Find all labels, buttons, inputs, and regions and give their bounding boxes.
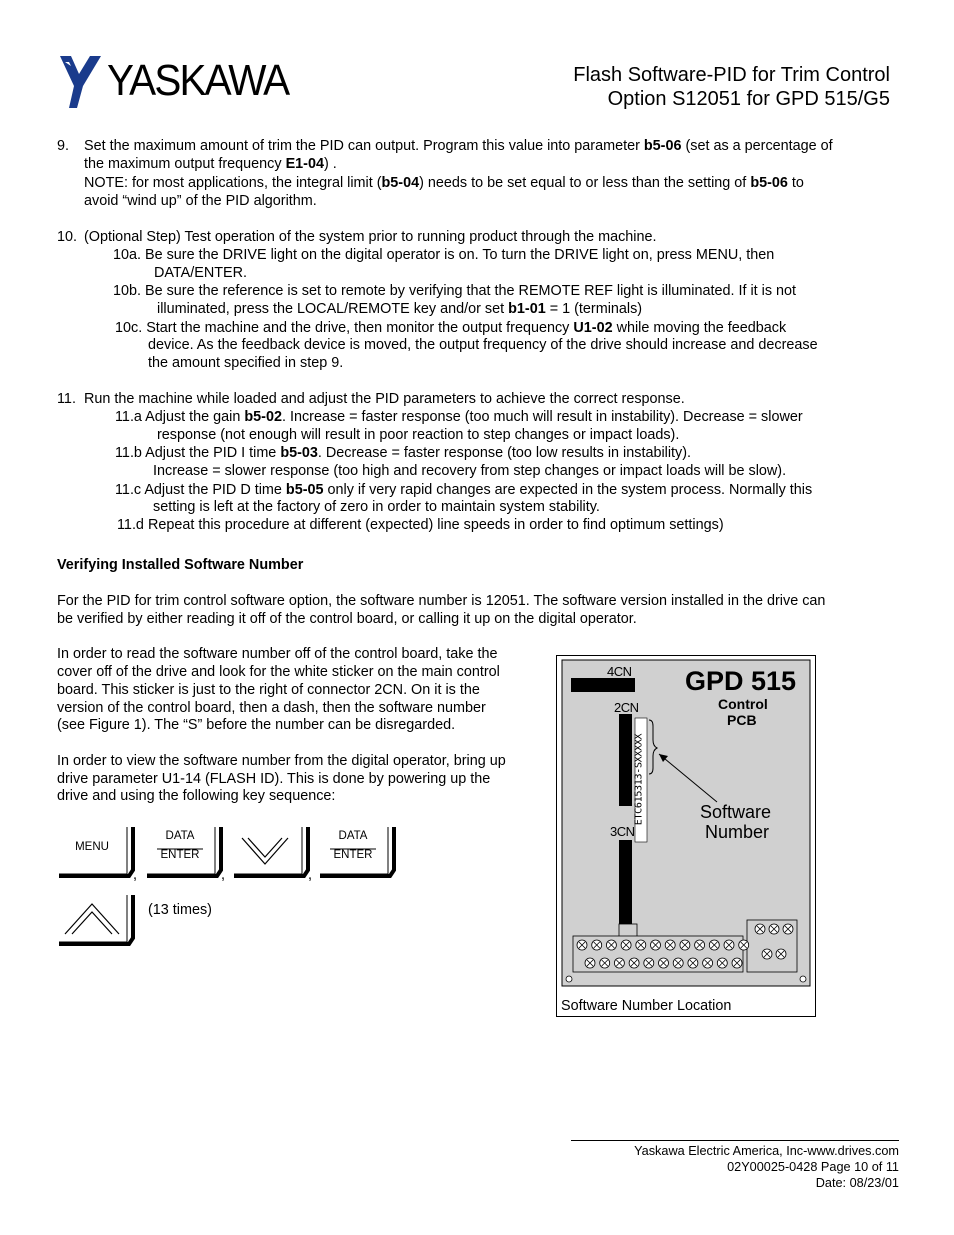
board-label-control: Control (718, 696, 768, 712)
section-para1-line2: be verified by either reading it off of the control board, or calling it up on the digital operator. (57, 611, 637, 627)
step10a-line2: DATA/ENTER. (154, 265, 248, 281)
step10c-line3: the amount specified in step 9. (148, 355, 344, 371)
section-para3-line: drive parameter U1-14 (FLASH ID). This is done by powering up the (57, 771, 491, 787)
step11d-line1: 11.d Repeat this procedure at different (expected) line speeds in order to find optimum settings) (117, 517, 724, 533)
enter-key-label: ENTER (333, 849, 373, 861)
key-separator-comma: , (221, 867, 225, 883)
footer-rule (571, 1140, 899, 1141)
section-para1-line1: For the PID for trim control software option, the software number is 12051. The software version installed in the drive can (57, 593, 826, 609)
section-para3-line: In order to view the software number from the digital operator, bring up (57, 753, 506, 769)
figure-caption: Software Number Location (561, 998, 732, 1014)
step11-line1: Run the machine while loaded and adjust the PID parameters to achieve the correct response. (84, 391, 685, 407)
data-key-label: DATA (165, 830, 195, 842)
figure-software-number-location (556, 655, 816, 1017)
section-para2-line: board. This sticker is just to the right of connector 2CN. On it is the (57, 682, 480, 698)
step11b-line2: Increase = slower response (too high and recovery from step changes or impact loads will be slow). (153, 463, 787, 479)
step11b-line1: 11.b Adjust the PID I time b5-03. Decrease = faster response (too low results in instability). (115, 445, 692, 461)
board-label-pcb: PCB (727, 712, 757, 728)
step10b-line2: illuminated, press the LOCAL/REMOTE key and/or set b1-01 = 1 (terminals) (157, 301, 643, 317)
footer-date: Date: 08/23/01 (815, 1176, 899, 1190)
yaskawa-logo-mark (57, 52, 112, 112)
sticker-text: ETC615313-SXXXXX (633, 733, 645, 826)
step11a-line1: 11.a Adjust the gain b5-02. Increase = faster response (too much will result in instability). Decrease = slower (115, 409, 803, 425)
step10-line1: (Optional Step) Test operation of the system prior to running product through the machine. (84, 229, 657, 245)
key-separator-comma: , (308, 867, 312, 883)
step9-number: 9. (57, 138, 70, 154)
data-enter-key (318, 824, 396, 880)
footer-company: Yaskawa Electric America, Inc-www.drives.com (634, 1144, 899, 1158)
connector-2cn-label: 2CN (614, 700, 639, 715)
step9-note-line2: avoid “wind up” of the PID algorithm. (84, 193, 317, 209)
section-para2-line: (see Figure 1). The “S” before the number can be disregarded. (57, 717, 456, 733)
control-pcb-diagram (557, 656, 815, 990)
header-title-line2: Option S12051 for GPD 515/G5 (607, 88, 890, 110)
section-para2-line: In order to read the software number off of the control board, take the (57, 646, 498, 662)
step11-number: 11. (57, 391, 76, 407)
yaskawa-logo (57, 52, 307, 114)
down-arrow-key (232, 824, 310, 880)
callout-number-label: Number (705, 822, 770, 842)
step11c-line1: 11.c Adjust the PID D time b5-05 only if very rapid changes are expected in the system process. Normally this (115, 482, 813, 498)
data-key-label: DATA (338, 830, 368, 842)
menu-key (57, 824, 135, 880)
callout-software-label: Software (700, 802, 772, 822)
menu-key-label: MENU (75, 841, 109, 853)
key-separator-comma: , (133, 867, 137, 883)
board-model-title: GPD 515 (685, 666, 797, 696)
chevron-down-icon (242, 838, 288, 864)
header-title-line1: Flash Software-PID for Trim Control (573, 64, 890, 86)
step9-line1: Set the maximum amount of trim the PID can output. Program this value into parameter b5-06 (set as a percentage of (84, 138, 833, 154)
logo-text: YASKAWA (107, 56, 289, 105)
step11a-line2: response (not enough will result in poor reaction to step changes or impact loads). (157, 427, 680, 443)
chevron-up-icon (65, 904, 119, 934)
step10c-line2: device. As the feedback device is moved, the output frequency of the drive should increase and decrease (148, 337, 818, 353)
section-para2-line: cover off of the drive and look for the white sticker on the main control (57, 664, 500, 680)
section-heading: Verifying Installed Software Number (57, 557, 304, 573)
step10-number: 10. (57, 229, 78, 245)
data-enter-key (145, 824, 223, 880)
footer-doc-page: 02Y00025-0428 Page 10 of 11 (727, 1160, 899, 1174)
enter-key-label: ENTER (160, 849, 200, 861)
connector-4cn-label: 4CN (607, 664, 632, 679)
step9-note: NOTE: for most applications, the integral limit (b5-04) needs to be set equal to or less than the setting of b5-06 to (84, 175, 804, 191)
step11c-line2: setting is left at the factory of zero in order to maintain system stability. (153, 499, 600, 515)
section-para3-line: drive and using the following key sequence: (57, 788, 336, 804)
step9-line2: the maximum output frequency E1-04) . (84, 156, 337, 172)
step10a-line1: 10a. Be sure the DRIVE light on the digital operator is on. To turn the DRIVE light on, press MENU, then (113, 247, 775, 263)
repeat-count-label: (13 times) (148, 902, 212, 918)
step10c-line1: 10c. Start the machine and the drive, then monitor the output frequency U1-02 while moving the feedback (115, 320, 787, 336)
section-para2-line: version of the control board, then a dash, then the software number (57, 700, 486, 716)
step10b-line1: 10b. Be sure the reference is set to remote by verifying that the REMOTE REF light is illuminated. If it is not (113, 283, 797, 299)
up-arrow-key (57, 892, 135, 948)
connector-3cn-label: 3CN (610, 824, 635, 839)
